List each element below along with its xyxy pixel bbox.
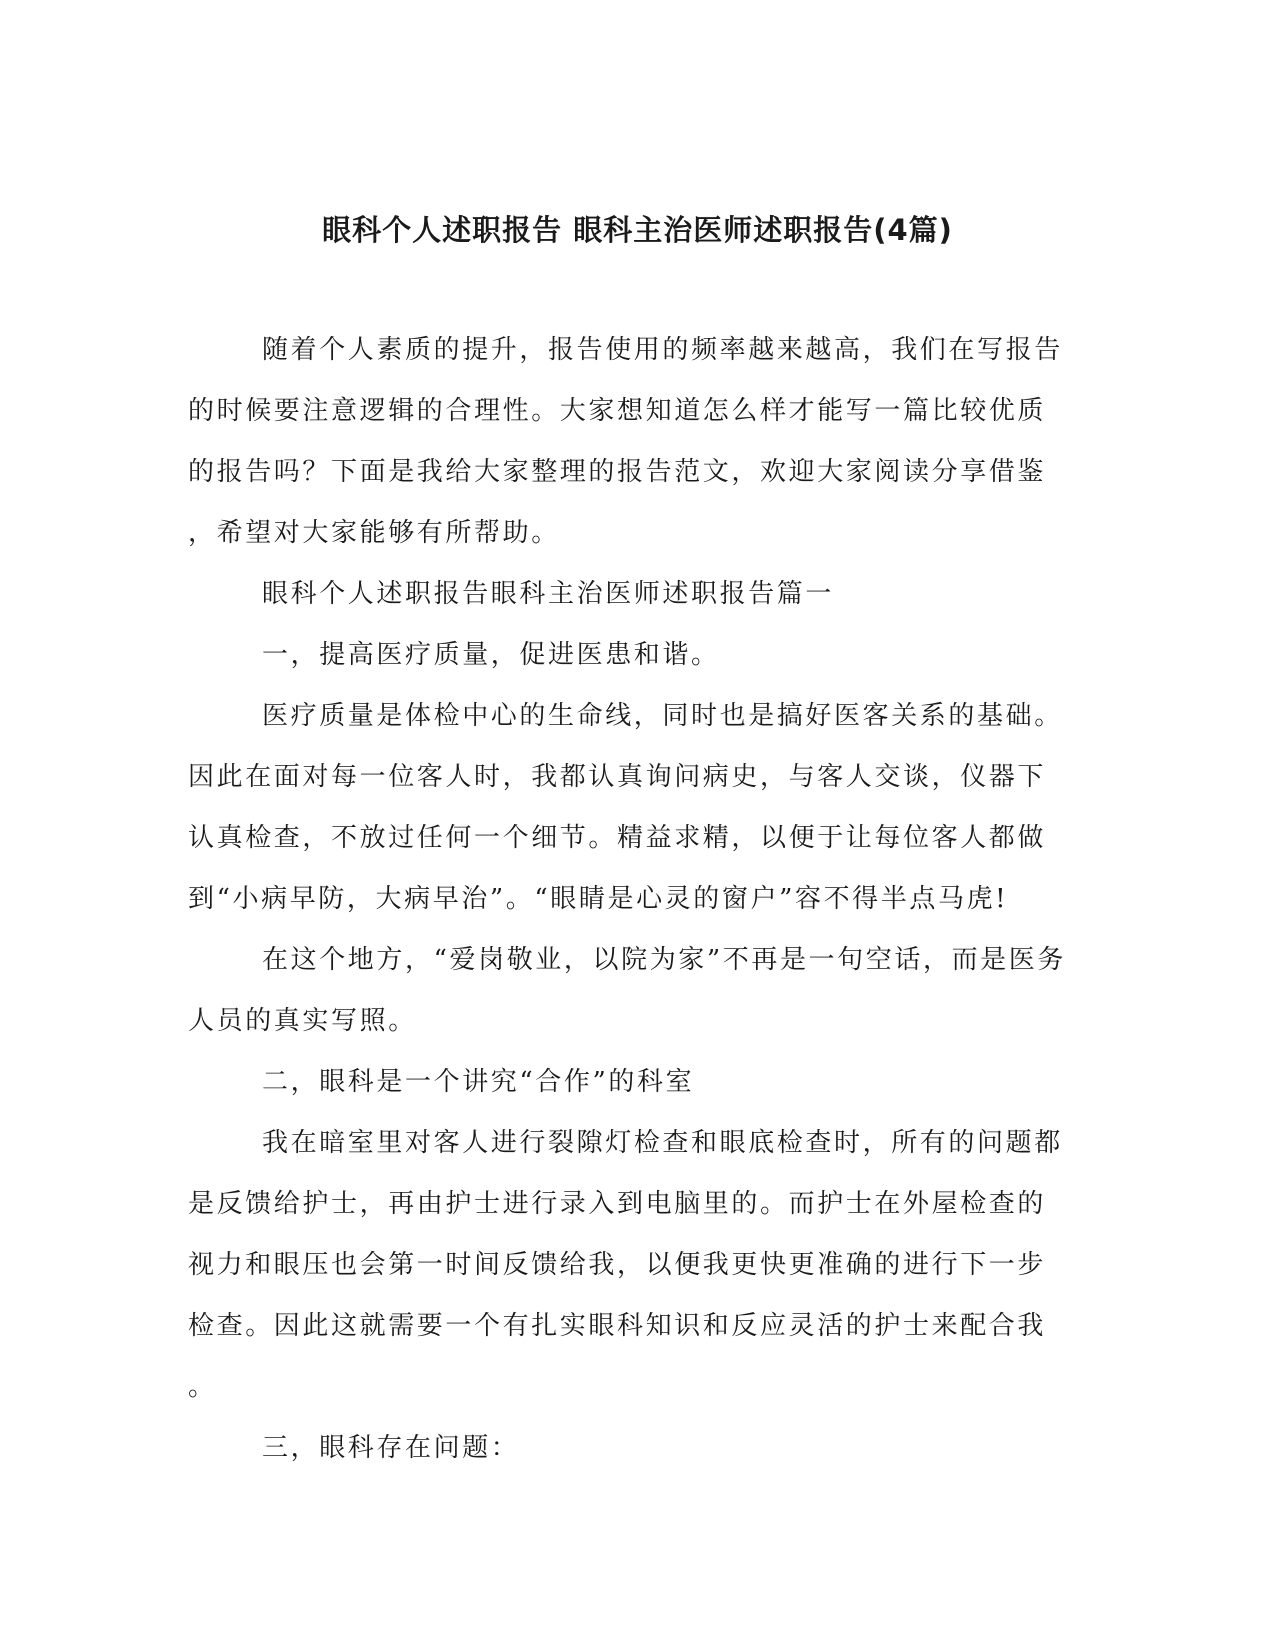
paragraph-line: 是反馈给护士，再由护士进行录入到电脑里的。而护士在外屋检查的 — [188, 1189, 1047, 1219]
paragraph-line: 检查。因此这就需要一个有扎实眼科知识和反应灵活的护士来配合我 — [188, 1311, 1047, 1341]
paragraph-line: 在这个地方，“爱岗敬业，以院为家”不再是一句空话，而是医务 — [262, 945, 1066, 975]
paragraph-line: 随着个人素质的提升，报告使用的频率越来越高，我们在写报告 — [262, 335, 1063, 365]
section-heading: 二，眼科是一个讲究“合作”的科室 — [262, 1067, 695, 1097]
paragraph-line: 医疗质量是体检中心的生命线，同时也是搞好医客关系的基础。 — [262, 701, 1063, 731]
paragraph-line: 认真检查，不放过任何一个细节。精益求精，以便于让每位客人都做 — [188, 823, 1047, 853]
paragraph-line: 视力和眼压也会第一时间反馈给我，以便我更快更准确的进行下一步 — [188, 1250, 1047, 1280]
paragraph-line: 到“小病早防，大病早治”。“眼睛是心灵的窗户”容不得半点马虎! — [188, 884, 1009, 914]
document-body — [188, 330, 1088, 1489]
paragraph-line: 人员的真实写照。 — [188, 1006, 417, 1036]
paragraph-line: 的报告吗？下面是我给大家整理的报告范文，欢迎大家阅读分享借鉴 — [188, 457, 1047, 487]
document-title: 眼科个人述职报告 眼科主治医师述职报告(4篇) — [322, 213, 953, 247]
paragraph-line: 的时候要注意逻辑的合理性。大家想知道怎么样才能写一篇比较优质 — [188, 396, 1047, 426]
paragraph-line: 我在暗室里对客人进行裂隙灯检查和眼底检查时，所有的问题都 — [262, 1128, 1063, 1158]
paragraph-line: ，希望对大家能够有所帮助。 — [188, 518, 560, 548]
paragraph-line: 。 — [188, 1372, 217, 1402]
paragraph-line: 因此在面对每一位客人时，我都认真询问病史，与客人交谈，仪器下 — [188, 762, 1047, 792]
paragraph-line: 眼科个人述职报告眼科主治医师述职报告篇一 — [262, 579, 835, 609]
section-heading: 三，眼科存在问题： — [262, 1433, 520, 1463]
section-heading: 一，提高医疗质量，促进医患和谐。 — [262, 640, 720, 670]
